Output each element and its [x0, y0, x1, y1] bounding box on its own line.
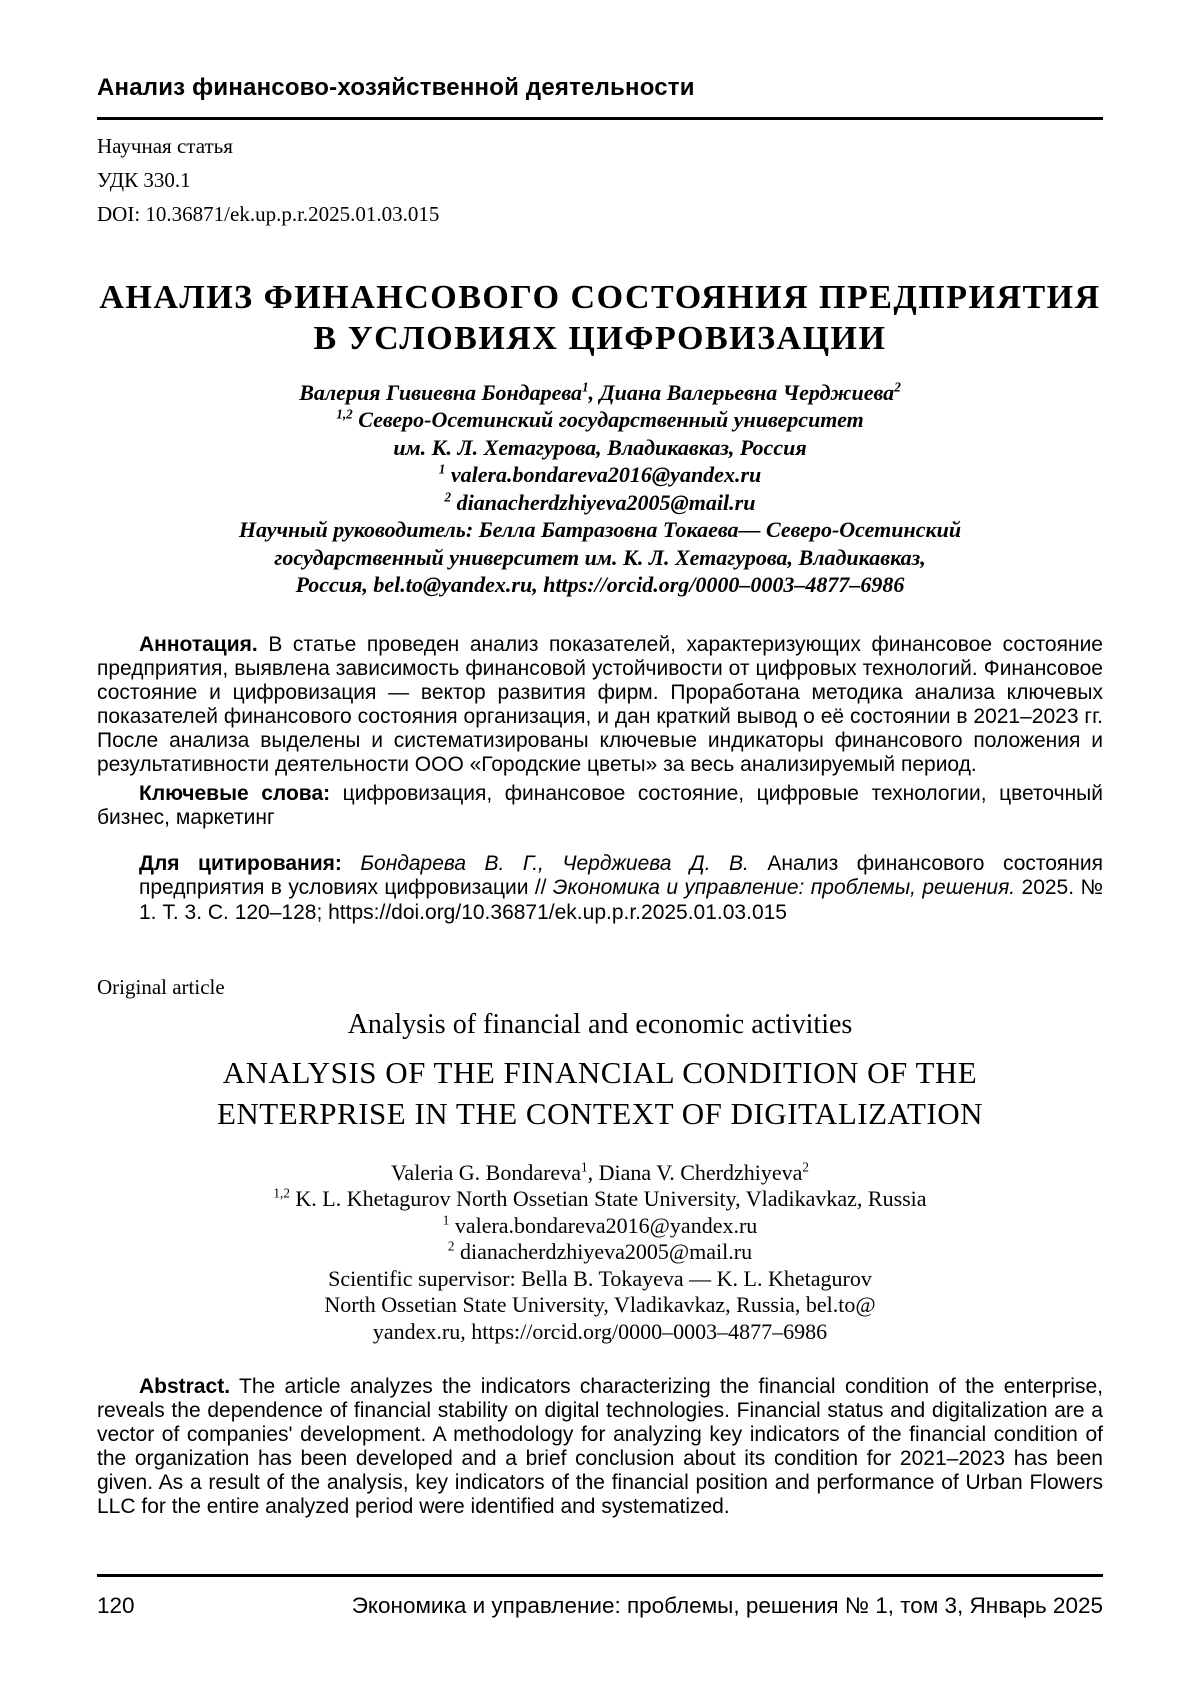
en-author-2-sup: 2	[802, 1159, 810, 1175]
en-author-1: Valeria G. Bondareva	[390, 1159, 581, 1185]
citation-authors: Бондарева В. Г., Черджиева Д. В.	[360, 851, 768, 875]
en-article-title	[97, 1052, 1103, 1134]
article-meta	[97, 129, 1103, 231]
en-authors-block	[97, 1160, 1103, 1346]
ru-abstract-label: Аннотация.	[139, 632, 258, 656]
en-abstract-text: The article analyzes the indicators characterizing the financial condition of the enterprise, reveals the dependence of financial stability on digital technologies. Financial status and digitalization are a vector of companies' development. A methodology for analyzing key indicators of the financial condition of the organization has been developed and a brief conclusion about its condition for 2021–2023 has been given. As a result of the analysis, key indicators of the financial position and performance of Urban Flowers LLC for the entire analyzed period were identified and systematized.	[97, 1375, 1103, 1519]
citation-issue-doi: 2025. № 1. Т. 3. С. 120–128; https://doi.org/10.36871/ek.up.p.r.2025.01.03.015	[139, 876, 1103, 924]
ru-authors-line	[97, 379, 1103, 407]
doi-line: DOI: 10.36871/ek.up.p.r.2025.01.03.015	[97, 201, 440, 226]
en-supervisor-line-3: yandex.ru, https://orcid.org/0000–0003–4877–6986	[372, 1318, 828, 1344]
running-head: Анализ финансово-хозяйственной деятельности	[97, 74, 695, 101]
ru-author-email-1: $^1$ valera.bondareva2016@yandex.ru	[438, 461, 762, 488]
ru-supervisor-line-3: Россия, bel.to@yandex.ru, https://orcid.org/0000–0003–4877–6986	[295, 572, 905, 598]
en-author-1-sup: 1	[580, 1159, 588, 1175]
ru-author-1-sup: 1	[582, 379, 589, 395]
citation-journal: Экономика и управление: проблемы, решения.	[552, 876, 1022, 900]
ru-keywords-label: Ключевые слова:	[139, 781, 331, 805]
en-email-1-sup: 1	[442, 1212, 450, 1228]
ru-citation	[139, 852, 1103, 926]
ru-affiliation-line-2: им. К. Л. Хетагурова, Владикавказ, Россия	[393, 434, 807, 460]
header-rule	[97, 117, 1103, 120]
ru-supervisor-line-2: государственный университет им. К. Л. Хетагурова, Владикавказ,	[274, 544, 926, 570]
ru-affiliation-line-1: $^{1,2}$ Северо-Осетинский государственный университет	[336, 406, 864, 433]
ru-keywords	[97, 782, 1103, 830]
en-author-email-1: $^1$ valera.bondareva2016@yandex.ru	[442, 1212, 758, 1238]
en-supervisor-line-2: North Ossetian State University, Vladikavkaz, Russia, bel.to@	[324, 1292, 876, 1318]
ru-author-1: Валерия Гивиевна Бондарева	[299, 379, 583, 405]
ru-author-2: Диана Валерьевна Черджиева	[599, 379, 895, 405]
en-authors-separator: ,	[587, 1159, 599, 1185]
ru-authors-block	[97, 379, 1103, 599]
page-number: 120	[97, 1593, 135, 1618]
en-abstract-label: Abstract.	[139, 1375, 231, 1399]
en-email-2-sup: 2	[447, 1239, 455, 1255]
en-title-line-1: ANALYSIS OF THE FINANCIAL CONDITION OF THE	[222, 1054, 978, 1090]
ru-author-2-sup: 2	[894, 379, 901, 395]
ru-supervisor-line-1: Научный руководитель: Белла Батразовна Токаева— Северо-Осетинский	[238, 517, 962, 543]
ru-email-1-sup: 1	[438, 461, 446, 477]
ru-email-2-sup: 2	[444, 489, 452, 505]
en-affiliation-line: $^{1,2}$ K. L. Khetagurov North Ossetian State University, Vladikavkaz, Russia	[273, 1186, 927, 1212]
en-author-email-2: $^2$ dianacherdzhiyeva2005@mail.ru	[447, 1239, 753, 1265]
ru-title-line-1: АНАЛИЗ ФИНАНСОВОГО СОСТОЯНИЯ ПРЕДПРИЯТИЯ	[99, 278, 1101, 316]
ru-affiliation-sup: 1,2	[336, 406, 353, 422]
article-type-ru: Научная статья	[97, 133, 233, 158]
ru-title-line-2: В УСЛОВИЯХ ЦИФРОВИЗАЦИИ	[313, 319, 887, 357]
en-affiliation-sup: 1,2	[273, 1186, 290, 1202]
ru-authors-separator: ,	[588, 379, 600, 405]
en-supervisor-line-1: Scientific supervisor: Bella B. Tokayeva — K. L. Khetagurov	[328, 1265, 872, 1291]
ru-article-title	[97, 277, 1103, 359]
en-article-type: Original article	[97, 975, 225, 1000]
ru-keywords-text: цифровизация, финансовое состояние, цифровые технологии, цветочный бизнес, маркетинг	[97, 781, 1103, 829]
en-abstract	[97, 1375, 1103, 1519]
en-section-title: Analysis of financial and economic activities	[347, 1009, 853, 1041]
citation-label: Для цитирования:	[139, 851, 361, 875]
page-footer	[97, 1574, 1103, 1619]
ru-abstract	[97, 633, 1103, 777]
ru-abstract-text: В статье проведен анализ показателей, характеризующих финансовое состояние предприятия, выявлена зависимость финансовой устойчивости от цифровых технологий. Финансовое состояние и цифровизация — вектор развития фирм. Проработана методика анализа ключевых показателей финансового состояния организация, и дан краткий вывод о её состоянии в 2021–2023 гг. После анализа выделены и систематизированы ключевые индикаторы финансового положения и результативности деятельности ООО «Городские цветы» за весь анализируемый период.	[97, 632, 1103, 776]
en-author-2: Diana V. Cherdzhiyeva	[598, 1159, 803, 1185]
en-title-line-2: ENTERPRISE IN THE CONTEXT OF DIGITALIZATION	[216, 1095, 984, 1131]
footer-rule	[97, 1574, 1103, 1577]
en-authors-line	[97, 1160, 1103, 1187]
udc-code: УДК 330.1	[97, 167, 191, 192]
citation-title: Анализ финансового состояния предприятия в условиях цифровизации //	[139, 851, 1104, 900]
ru-author-email-2: $^2$ dianacherdzhiyeva2005@mail.ru	[444, 489, 756, 515]
journal-footer-line: Экономика и управление: проблемы, решения № 1, том 3, Январь 2025	[351, 1593, 1103, 1618]
